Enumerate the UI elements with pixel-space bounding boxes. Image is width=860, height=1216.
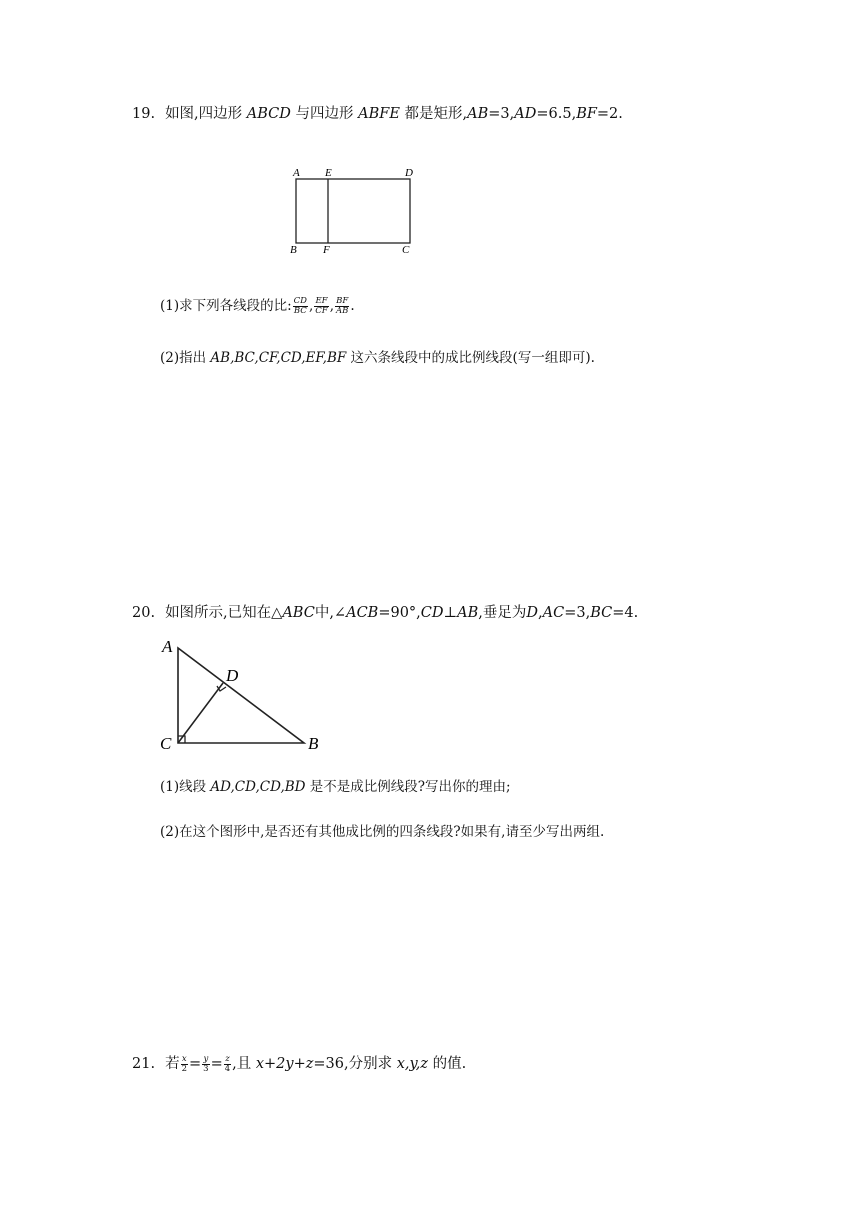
label-c: C bbox=[160, 734, 172, 753]
label-d: D bbox=[405, 167, 413, 179]
question-number: 19. bbox=[132, 106, 156, 122]
fraction-bf-ab: $\frac{BF}{AB}$ bbox=[336, 296, 349, 316]
question-19-part-1: (1)求下列各线段的比: $\frac{CD}{BC}$ , $\frac{EF}{CF}$ , $\frac{BF}{AB}$ . bbox=[160, 296, 355, 316]
rectangle-figure bbox=[280, 160, 430, 260]
question-20-stem: 20. 如图所示,已知在△ABC中,∠ACB=90°,CD⊥AB,垂足为D,AC=3,BC=4. bbox=[132, 605, 639, 621]
label-a: A bbox=[162, 637, 173, 656]
fraction-z-4: $\frac{z}{4}$ bbox=[224, 1053, 231, 1074]
question-20-part-1: (1)线段 AD,CD,CD,BD 是不是成比例线段?写出你的理由; bbox=[160, 779, 511, 795]
question-19-part-2: (2)指出 AB,BC,CF,CD,EF,BF 这六条线段中的成比例线段(写一组即可). bbox=[160, 350, 595, 366]
question-number: 20. bbox=[132, 605, 156, 621]
question-19-stem: 19. 如图,四边形 ABCD 与四边形 ABFE 都是矩形,AB=3,AD=6.5,BF=2. bbox=[132, 106, 623, 122]
label-b: B bbox=[290, 244, 297, 256]
label-e: E bbox=[325, 167, 332, 179]
label-c: C bbox=[402, 244, 410, 256]
label-b: B bbox=[308, 734, 319, 753]
fraction-x-2: $\frac{x}{2}$ bbox=[181, 1053, 187, 1074]
label-a: A bbox=[293, 167, 300, 179]
question-20-part-2: (2)在这个图形中,是否还有其他成比例的四条线段?如果有,请至少写出两组. bbox=[160, 824, 605, 840]
fraction-ef-cf: $\frac{EF}{CF}$ bbox=[315, 296, 328, 316]
triangle-figure bbox=[150, 628, 340, 758]
segment-cd bbox=[178, 683, 223, 743]
label-d: D bbox=[226, 666, 239, 685]
label-f: F bbox=[323, 244, 330, 256]
question-21-stem: 21. 若 $\frac{x}{2}$ = $\frac{y}{3}$ = $\frac{z}{4}$ ,且 x+2y+z=36,分别求 x,y,z 的值. bbox=[132, 1053, 467, 1074]
triangle-abc bbox=[178, 648, 304, 743]
fraction-cd-bc: $\frac{CD}{BC}$ bbox=[293, 296, 307, 316]
fraction-y-3: $\frac{y}{3}$ bbox=[203, 1053, 209, 1074]
question-number: 21. bbox=[132, 1056, 156, 1072]
rectangle-abcd bbox=[296, 179, 410, 243]
